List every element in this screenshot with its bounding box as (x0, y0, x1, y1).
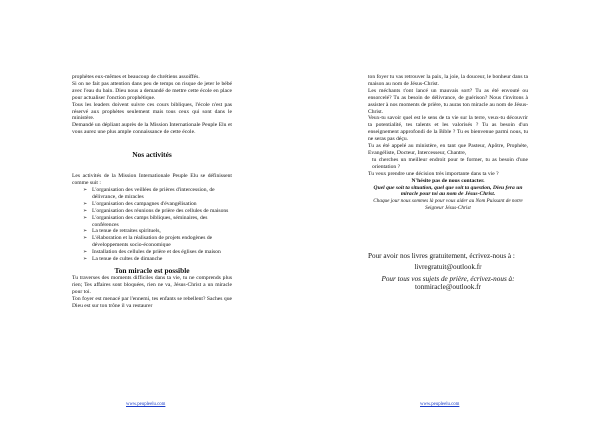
footer-link-left[interactable]: www.peupleelu.com (126, 402, 166, 407)
list-item: ➢ L'organisation des campagnes d'évangélisation (83, 200, 197, 207)
left-page (72, 74, 232, 309)
intro-paragraph-2: Si on ne fait pas attention dans peu de temps on risque de jeter le bébé avec l'eau du bain. Dieu nous a demandé de mettre cette école en place pour actualiser l'onction prophétique. (72, 80, 232, 101)
question-line: Quel que soit ta situation, quel que soit ta question, Dieu fera un miracle pour toi au nom de Jésus-Christ. (373, 184, 523, 198)
arrow-bullet-icon: ➢ (83, 200, 88, 207)
prayer-line: Chaque jour nous sommes là pour vous aider au Nom Puissant de notre Seigneur Jésus-Christ (373, 198, 523, 212)
right-page (368, 74, 528, 292)
right-paragraph-6: Tu veux prendre une décision très importante dans ta vie ? (368, 170, 499, 177)
list-item: ➢ La tenue de cultes de dimanche (83, 256, 163, 263)
arrow-bullet-icon: ➢ (83, 235, 88, 242)
prayer-subjects-line: Pour tous vos sujets de prière, écrivez-nous à: (381, 274, 515, 283)
intro-paragraph-4: Demandé un dépliant auprès de la Mission Internationale Peuple Elu et vous aurez une plus ample connaissance de cette école. (72, 122, 232, 136)
miracle-heading: Ton miracle est possible (114, 265, 190, 275)
list-item: ➢ L'organisation des veillées de prières d'intercession, de délivrance, de miracles (83, 186, 215, 200)
list-item: ➢ L'organisation des réunions de prière des cellules de maisons (83, 207, 229, 214)
arrow-bullet-icon: ➢ (83, 249, 88, 256)
free-books-line: Pour avoir nos livres gratuitement, écrivez-nous à : (368, 252, 515, 261)
spacer (368, 212, 528, 252)
hesitate-line: N'hésite pas de nous contacter. (411, 177, 485, 184)
arrow-bullet-icon: ➢ (83, 186, 88, 193)
arrow-bullet-icon: ➢ (83, 228, 88, 235)
activities-heading: Nos activités (132, 150, 172, 160)
list-item: ➢ Installation des cellules de prière et des églises de maison (83, 249, 221, 256)
intro-line-1: prophètes eux-mêmes et beaucoup de chrétiens assoiffés. (72, 74, 200, 80)
list-item: ➢ L'organisation des camps bibliques, séminaires, des conférences (83, 214, 208, 228)
list-item: ➢ L'élaboration et la réalisation de projets endogènes de développements socio-économique (83, 235, 213, 249)
arrow-bullet-icon: ➢ (83, 207, 88, 214)
arrow-bullet-icon: ➢ (83, 256, 88, 263)
arrow-bullet-icon: ➢ (83, 214, 88, 221)
email-free-books[interactable]: livregratuit@outlook.fr (414, 262, 482, 271)
activities-intro: Les activités de la Mission Internationale Peuple Elu se définissent comme suit : (72, 173, 232, 187)
miracle-paragraph-1: Tu traverses des moments difficiles dans ta vie, tu ne comprends plus rien; Tes affaires sont bloquées, rien ne va, Jésus-Christ a un miracle pour toi. (72, 274, 232, 295)
right-paragraph-4: Tu as été appelé au ministère, en tant que Pasteur, Apôtre, Prophète, Evangéliste, Docteur, Intercesseur, Chantre, (368, 143, 528, 156)
email-miracle[interactable]: tonmiracle@outlook.fr (415, 283, 481, 292)
right-paragraph-2: Les méchants t'ont lancé un mauvais sort? Tu as été envouté ou ensorcelé? Tu as besoin de délivrance, de guérison? Nous t'invitons à assister à nos moments de prière, tu auras ton miracle au nom de Jésus-Christ. (368, 87, 528, 115)
footer-link-right[interactable]: www.peupleelu.com (420, 402, 460, 407)
activities-list (72, 187, 232, 263)
intro-paragraph-3: Tous les leaders doivent suivre ces cours bibliques, l'école n'est pas réservé aux prophètes seulement mais tous ceux qui sont dans le ministère. (72, 101, 232, 122)
list-item: ➢ La tenue de retraites spirituels, (83, 228, 161, 235)
right-paragraph-5: tu cherches un meilleur endroit pour te former, tu as besoin d'une orientation ? (372, 156, 528, 170)
right-paragraph-3: Veux-tu savoir quel est le sens de ta vie sur la terre, veux-tu découvrir ta potentialité, tes talents et les valorisés ? Tu as besoin d'un enseignement approfondi de la Bible ? Tu es bienvenue parmi nous, tu ne seras pas déçu. (368, 115, 528, 143)
miracle-paragraph-2: Ton foyer est menacé par l'ennemi, tes enfants se rebellent? Saches que Dieu est sur ton trône il va restaurer (72, 295, 232, 309)
right-paragraph-1: ton foyer tu vas retrouver la paix, la joie, la douceur, le bonheur dans ta maison au nom de Jésus-Christ. (368, 74, 528, 87)
